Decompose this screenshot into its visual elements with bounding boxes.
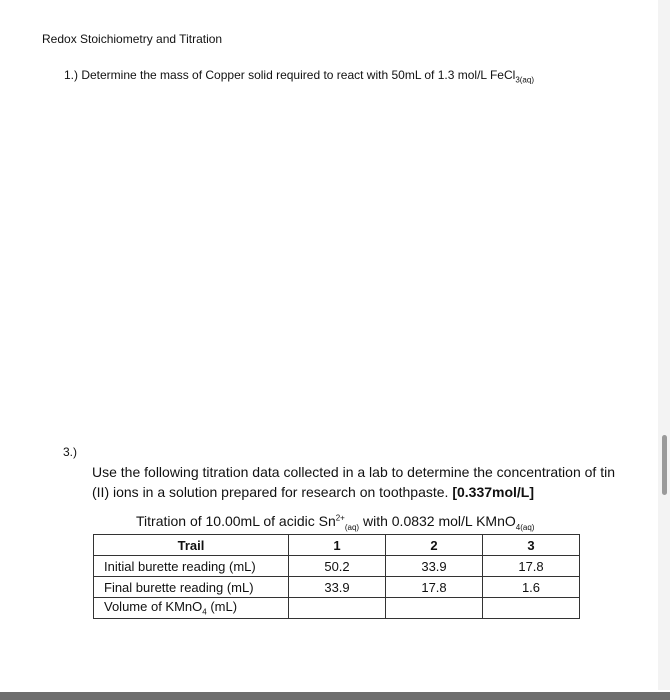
question-3-answer: [0.337mol/L] xyxy=(452,484,535,500)
question-3 xyxy=(92,462,632,502)
scrollbar-thumb[interactable] xyxy=(662,435,667,495)
table-cell: 33.9 xyxy=(289,577,386,598)
table-cell: 50.2 xyxy=(289,556,386,577)
header-cell: 1 xyxy=(289,535,386,556)
caption-subscript-1: (aq) xyxy=(344,522,360,532)
table-cell: 17.8 xyxy=(386,577,483,598)
header-cell: 2 xyxy=(386,535,483,556)
row-label: Final burette reading (mL) xyxy=(94,577,289,598)
question-1-text: 1.) Determine the mass of Copper solid required to react with 50mL of 1.3 mol/L FeCl xyxy=(64,68,516,82)
row-label: Initial burette reading (mL) xyxy=(94,556,289,577)
row-label-prefix: Volume of KMnO xyxy=(104,599,203,615)
question-1-subscript: 3(aq) xyxy=(515,75,534,85)
caption-superscript: 2+ xyxy=(335,513,345,523)
table-cell: 33.9 xyxy=(386,556,483,577)
row-label xyxy=(94,598,289,619)
header-cell: 3 xyxy=(483,535,580,556)
row-label-subscript: 4 xyxy=(202,607,207,617)
caption-prefix: Titration of 10.00mL of acidic Sn xyxy=(136,513,336,529)
caption-middle: with 0.0832 mol/L KMnO xyxy=(359,513,516,529)
table-row xyxy=(94,556,580,577)
caption-subscript-2: 4(aq) xyxy=(515,522,535,532)
table-cell: 1.6 xyxy=(483,577,580,598)
row-label-suffix: (mL) xyxy=(206,599,238,615)
bottom-bar xyxy=(0,692,670,700)
question-1 xyxy=(64,68,534,84)
table-cell xyxy=(386,598,483,619)
titration-table xyxy=(93,534,580,619)
table-cell xyxy=(483,598,580,619)
scrollbar[interactable] xyxy=(658,0,670,690)
header-cell: Trail xyxy=(94,535,289,556)
table-row xyxy=(94,598,580,619)
document-title: Redox Stoichiometry and Titration xyxy=(42,32,223,46)
table-row xyxy=(94,577,580,598)
table-caption xyxy=(136,513,534,532)
question-3-text: Use the following titration data collected in a lab to determine the concentration of tin (II) ions in a solution prepared for research on toothpaste. xyxy=(92,464,615,500)
table-cell xyxy=(289,598,386,619)
table-header-row xyxy=(94,535,580,556)
question-3-number: 3.) xyxy=(63,445,78,459)
table-cell: 17.8 xyxy=(483,556,580,577)
